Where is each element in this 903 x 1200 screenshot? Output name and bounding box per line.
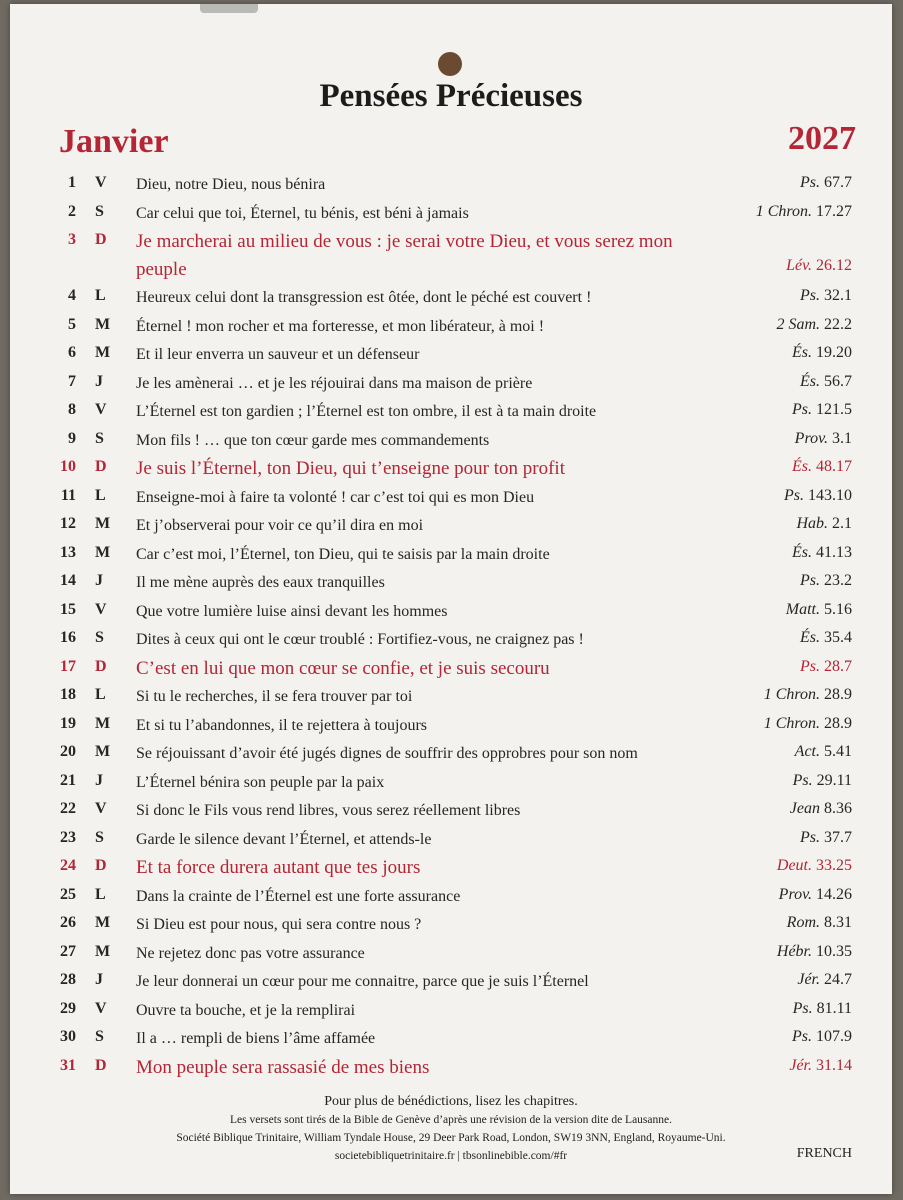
verse-row (10, 768, 892, 797)
verse-reference (764, 715, 852, 733)
book-name: Hébr. (776, 942, 812, 960)
weekday-letter: L (95, 287, 106, 304)
weekday-letter: M (95, 743, 111, 760)
verse-row (10, 227, 892, 283)
book-name: Ps. (800, 174, 820, 191)
book-name: Jér. (797, 971, 820, 988)
day-number: 29 (60, 999, 76, 1017)
verse-list (10, 170, 892, 1081)
footer (10, 1092, 892, 1165)
book-name: Jér. (789, 1056, 812, 1074)
verse-text: Et ta force durera autant que tes jours (136, 857, 421, 878)
day-number: 5 (68, 315, 76, 333)
book-name: Ps. (792, 401, 812, 418)
footer-line-2: Les versets sont tirés de la Bible de Genève d’après une révision de la version dite de Lausanne. (230, 1114, 672, 1126)
day-number: 17 (60, 657, 76, 675)
chapter-verse: 5.41 (824, 743, 852, 760)
verse-text: Dans la crainte de l’Éternel est une forte assurance (136, 887, 461, 905)
day-number: 9 (68, 429, 76, 447)
verse-row (10, 910, 892, 939)
verse-text: Car c’est moi, l’Éternel, ton Dieu, qui te saisis par la main droite (136, 545, 550, 563)
weekday-letter: S (95, 828, 104, 846)
weekday-letter: M (95, 344, 111, 361)
book-name: 1 Chron. (763, 714, 820, 732)
verse-text: Ouvre ta bouche, et je la remplirai (136, 1001, 356, 1019)
book-name: Ps. (800, 828, 820, 846)
verse-text: Que votre lumière luise ainsi devant les hommes (136, 602, 448, 620)
book-name: Ps. (800, 657, 820, 675)
verse-row (10, 1024, 892, 1053)
day-number: 10 (60, 458, 76, 475)
day-number: 12 (60, 515, 76, 532)
day-number: 1 (68, 174, 76, 191)
verse-reference (776, 316, 852, 334)
day-number: 27 (60, 942, 76, 960)
verse-text: Dieu, notre Dieu, nous bénira (136, 176, 326, 193)
day-number: 18 (60, 686, 76, 703)
verse-text: C’est en lui que mon cœur se confie, et je suis secouru (136, 657, 550, 679)
verse-row (10, 568, 892, 597)
book-name: Hab. (796, 515, 828, 532)
verse-reference (793, 1000, 852, 1018)
book-name: Jean (789, 800, 820, 817)
chapter-verse: 41.13 (816, 543, 852, 561)
chapter-verse: 8.31 (824, 914, 852, 931)
verse-text: Si tu le recherches, il se fera trouver par toi (136, 688, 413, 705)
book-name: Matt. (785, 600, 820, 618)
page-title: Pensées Précieuses (319, 78, 583, 114)
book-name: És. (792, 543, 812, 561)
verse-reference (795, 430, 852, 448)
verse-row (10, 597, 892, 626)
verse-row (10, 312, 892, 341)
verse-reference (800, 174, 852, 192)
year: 2027 (788, 120, 856, 157)
book-name: Ps. (792, 1028, 812, 1045)
day-number: 13 (60, 543, 76, 561)
verse-text: Il me mène auprès des eaux tranquilles (136, 574, 385, 591)
verse-row (10, 853, 892, 882)
book-name: 2 Sam. (776, 315, 820, 333)
chapter-verse: 37.7 (824, 828, 852, 846)
verse-reference (777, 943, 852, 961)
day-number: 4 (68, 287, 76, 304)
verse-reference (800, 287, 852, 305)
verse-row (10, 967, 892, 996)
verse-row (10, 483, 892, 512)
verse-row (10, 739, 892, 768)
verse-reference (792, 544, 852, 562)
verse-reference (800, 373, 852, 391)
day-number: 20 (60, 743, 76, 760)
chapter-verse: 3.1 (832, 429, 852, 447)
verse-text: Mon fils ! … que ton cœur garde mes commandements (136, 431, 490, 449)
verse-reference (795, 743, 852, 761)
verse-text: L’Éternel est ton gardien ; l’Éternel est ton ombre, il est à ta main droite (136, 403, 597, 420)
book-name: Ps. (800, 287, 820, 304)
weekday-letter: J (95, 372, 103, 390)
weekday-letter: D (95, 231, 107, 248)
day-number: 16 (60, 629, 76, 646)
book-name: Ps. (792, 999, 813, 1017)
verse-row (10, 369, 892, 398)
chapter-verse: 14.26 (816, 885, 852, 903)
footer-websites: societebibliquetrinitaire.fr | tbsonlinebible.com/#fr (334, 1150, 568, 1162)
weekday-letter: M (95, 515, 111, 532)
day-number: 2 (68, 202, 76, 220)
verse-text: Je leur donnerai un cœur pour me connaitre, parce que je suis l’Éternel (136, 973, 589, 990)
verse-reference (786, 601, 852, 619)
verse-reference (800, 629, 852, 647)
verse-text: Si donc le Fils vous rend libres, vous serez réellement libres (136, 802, 521, 819)
verse-row (10, 711, 892, 740)
day-number: 28 (60, 971, 76, 988)
chapter-verse: 81.11 (816, 999, 852, 1017)
day-number: 19 (60, 714, 76, 732)
weekday-letter: M (95, 942, 111, 960)
chapter-verse: 24.7 (824, 971, 852, 988)
verse-reference (787, 914, 852, 932)
chapter-verse: 26.12 (816, 257, 852, 274)
verse-text: Si Dieu est pour nous, qui sera contre nous ? (136, 916, 422, 933)
chapter-verse: 5.16 (824, 600, 852, 618)
verse-text: Dites à ceux qui ont le cœur troublé : Fortifiez-vous, ne craignez pas ! (136, 631, 584, 648)
chapter-verse: 2.1 (832, 515, 852, 532)
weekday-letter: J (95, 971, 103, 988)
verse-text: Se réjouissant d’avoir été jugés dignes de souffrir des opprobres pour son nom (136, 745, 638, 762)
verse-reference (792, 401, 852, 419)
verse-row (10, 170, 892, 199)
weekday-letter: D (95, 857, 107, 874)
book-name: 1 Chron. (755, 202, 812, 220)
day-number: 21 (60, 771, 76, 789)
weekday-letter: S (95, 429, 104, 447)
weekday-letter: V (95, 401, 107, 418)
footer-line-3: Société Biblique Trinitaire, William Tyndale House, 29 Deer Park Road, London, SW19 3NN, England, Royaume-Uni. (176, 1132, 726, 1144)
verse-text: Garde le silence devant l’Éternel, et attends-le (136, 830, 432, 848)
verse-text: Enseigne-moi à faire ta volonté ! car c’est toi qui es mon Dieu (136, 488, 535, 506)
verse-reference (784, 487, 852, 505)
weekday-letter: D (95, 458, 107, 475)
day-number: 14 (60, 572, 76, 589)
day-number: 25 (60, 885, 76, 903)
chapter-verse: 10.35 (816, 942, 852, 960)
weekday-letter: S (95, 202, 104, 220)
day-number: 6 (68, 344, 76, 361)
book-name: Lév. (786, 257, 812, 274)
verse-reference (800, 829, 852, 847)
book-name: Ps. (784, 486, 804, 504)
verse-row (10, 454, 892, 483)
chapter-verse: 56.7 (824, 372, 852, 390)
verse-reference (792, 344, 852, 362)
day-number: 22 (60, 800, 76, 817)
calendar-page (10, 4, 892, 1194)
weekday-letter: M (95, 315, 111, 333)
book-name: Act. (794, 743, 820, 760)
weekday-letter: M (95, 914, 111, 931)
month-name: Janvier (59, 123, 169, 160)
book-name: És. (800, 372, 820, 390)
verse-text: Et il leur enverra un sauveur et un défenseur (136, 346, 420, 363)
verse-reference (779, 886, 852, 904)
verse-row (10, 825, 892, 854)
verse-row (10, 540, 892, 569)
weekday-letter: S (95, 1028, 104, 1045)
verse-row (10, 939, 892, 968)
verse-reference (789, 1057, 852, 1075)
verse-text: Il a … rempli de biens l’âme affamée (136, 1030, 376, 1047)
weekday-letter: D (95, 1056, 107, 1074)
day-number: 24 (60, 857, 76, 874)
footer-line-1: Pour plus de bénédictions, lisez les chapitres. (324, 1094, 578, 1109)
verse-reference (797, 971, 852, 989)
book-name: 1 Chron. (763, 686, 820, 703)
weekday-letter: L (95, 686, 106, 703)
verse-row (10, 1053, 892, 1082)
chapter-verse: 8.36 (824, 800, 852, 817)
book-name: És. (800, 629, 820, 646)
chapter-verse: 143.10 (808, 486, 852, 504)
weekday-letter: L (95, 486, 106, 504)
weekday-letter: J (95, 572, 103, 589)
chapter-verse: 22.2 (824, 315, 852, 333)
chapter-verse: 28.9 (824, 714, 852, 732)
chapter-verse: 17.27 (816, 202, 852, 220)
chapter-verse: 67.7 (824, 174, 852, 191)
day-number: 8 (68, 401, 76, 418)
verse-row (10, 199, 892, 228)
verse-reference (764, 686, 852, 704)
chapter-verse: 23.2 (824, 572, 852, 589)
weekday-letter: M (95, 714, 111, 732)
chapter-verse: 19.20 (816, 344, 852, 361)
verse-row (10, 283, 892, 312)
day-number: 15 (60, 600, 76, 618)
language-label: FRENCH (796, 1146, 852, 1161)
verse-reference (786, 257, 852, 275)
verse-text: Je les amènerai … et je les réjouirai dans ma maison de prière (136, 374, 533, 392)
verse-text: Et j’observerai pour voir ce qu’il dira en moi (136, 517, 424, 534)
verse-text: Car celui que toi, Éternel, tu bénis, est béni à jamais (136, 204, 469, 222)
weekday-letter: V (95, 800, 107, 817)
verse-row (10, 397, 892, 426)
verse-row (10, 511, 892, 540)
verse-row (10, 340, 892, 369)
weekday-letter: V (95, 174, 107, 191)
verse-text: L’Éternel bénira son peuple par la paix (136, 773, 385, 791)
verse-row (10, 882, 892, 911)
verse-text: Je suis l’Éternel, ton Dieu, qui t’enseigne pour ton profit (136, 458, 565, 479)
book-name: És. (792, 344, 812, 361)
weekday-letter: V (95, 999, 107, 1017)
chapter-verse: 107.9 (816, 1028, 852, 1045)
verse-text: Je marcherai au milieu de vous : je serai votre Dieu, et vous serez mon peuple (136, 231, 673, 280)
verse-row (10, 682, 892, 711)
day-number: 23 (60, 828, 76, 846)
verse-text: Heureux celui dont la transgression est ôtée, dont le péché est couvert ! (136, 289, 592, 306)
verse-reference (800, 658, 852, 676)
verse-reference (792, 458, 852, 476)
verse-reference (756, 203, 852, 221)
verse-text: Éternel ! mon rocher et ma forteresse, et mon libérateur, à moi ! (136, 317, 545, 335)
verse-row (10, 625, 892, 654)
verse-reference (796, 515, 852, 533)
book-name: Rom. (786, 914, 820, 931)
verse-row (10, 654, 892, 683)
chapter-verse: 28.9 (824, 686, 852, 703)
chapter-verse: 48.17 (816, 458, 852, 475)
verse-text: Ne rejetez donc pas votre assurance (136, 944, 365, 962)
weekday-letter: D (95, 657, 107, 675)
chapter-verse: 31.14 (816, 1056, 852, 1074)
verse-reference (793, 772, 852, 790)
weekday-letter: L (95, 885, 106, 903)
verse-text: Mon peuple sera rassasié de mes biens (136, 1056, 430, 1078)
weekday-letter: J (95, 771, 103, 789)
weekday-letter: V (95, 600, 107, 618)
chapter-verse: 121.5 (816, 401, 852, 418)
weekday-letter: M (95, 543, 111, 561)
book-name: Ps. (800, 572, 820, 589)
verse-reference (777, 857, 852, 875)
chapter-verse: 33.25 (816, 857, 852, 874)
hanging-hole (438, 52, 462, 76)
chapter-verse: 35.4 (824, 629, 852, 646)
weekday-letter: S (95, 629, 104, 646)
verse-text: Et si tu l’abandonnes, il te rejettera à toujours (136, 716, 428, 734)
day-number: 7 (68, 372, 76, 390)
book-name: Prov. (778, 885, 812, 903)
verse-reference (792, 1028, 852, 1046)
chapter-verse: 32.1 (824, 287, 852, 304)
day-number: 3 (68, 231, 76, 248)
chapter-verse: 29.11 (816, 771, 852, 789)
verse-reference (800, 572, 852, 590)
day-number: 30 (60, 1028, 76, 1045)
verse-row (10, 426, 892, 455)
day-number: 26 (60, 914, 76, 931)
verse-reference (790, 800, 852, 818)
day-number: 11 (60, 486, 76, 504)
chapter-verse: 28.7 (824, 657, 852, 675)
verse-row (10, 796, 892, 825)
book-name: Deut. (776, 857, 812, 874)
binder-clip (200, 4, 258, 13)
verse-row (10, 996, 892, 1025)
book-name: Ps. (792, 771, 813, 789)
day-number: 31 (60, 1056, 76, 1074)
book-name: Prov. (794, 429, 828, 447)
book-name: És. (792, 458, 812, 475)
